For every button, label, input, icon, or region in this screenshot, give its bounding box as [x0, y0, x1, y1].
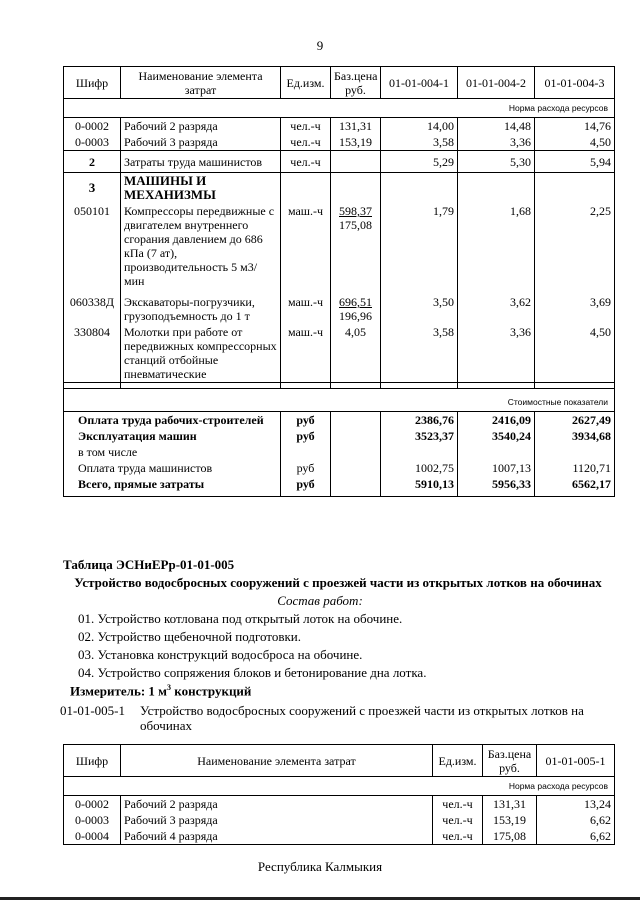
- cost-name: Всего, прямые затраты: [64, 476, 281, 496]
- row-code: 0-0002: [64, 118, 121, 135]
- work-item: 03. Установка конструкций водосброса на обочине.: [78, 647, 363, 662]
- header-code: Шифр: [64, 745, 121, 777]
- row-unit: маш.-ч: [281, 324, 331, 383]
- row-name: Молотки при работе от передвижных компрессорных станций отбойные пневматические: [121, 324, 281, 383]
- row-value-1: 3,50: [381, 289, 458, 324]
- cost-label-row: [64, 389, 615, 412]
- row-unit: чел.-ч: [433, 796, 483, 813]
- row-unit: чел.-ч: [433, 812, 483, 828]
- table-row: [64, 796, 615, 813]
- norm-label: Норма расхода ресурсов: [64, 99, 615, 118]
- cost-name: Оплата труда машинистов: [64, 460, 281, 476]
- row-price: 175,08: [483, 828, 537, 845]
- cost-unit: руб: [281, 460, 331, 476]
- machine-price-2: 196,96: [339, 309, 372, 323]
- row-price: 4,05: [331, 324, 381, 383]
- footer-region: Республика Калмыкия: [257, 859, 383, 874]
- row-value-1: 6,62: [537, 812, 615, 828]
- cost-value-2: 1007,13: [458, 460, 535, 476]
- page-number: 9: [316, 38, 324, 53]
- row-unit: маш.-ч: [281, 289, 331, 324]
- table-subtitle: Устройство водосбросных сооружений с проезжей части из открытых лотков на обочинах: [74, 575, 602, 590]
- row-value-2: 3,36: [458, 324, 535, 383]
- row-unit: чел.-ч: [281, 134, 331, 151]
- cost-value-1: 2386,76: [381, 412, 458, 429]
- row-value-2: 3,36: [458, 134, 535, 151]
- norm-row: [64, 777, 615, 796]
- cost-value-3: 2627,49: [535, 412, 615, 429]
- row-code: 0-0003: [64, 134, 121, 151]
- cost-value-1: 5910,13: [381, 476, 458, 496]
- cost-value-1: [381, 444, 458, 460]
- row-value-1: 5,29: [381, 151, 458, 173]
- row-code: 050101: [64, 203, 121, 289]
- row-name: Рабочий 4 разряда: [121, 828, 433, 845]
- header-price: Баз.цена руб.: [483, 745, 537, 777]
- header-name: Наименование элемента затрат: [121, 67, 281, 99]
- table-row: [64, 289, 615, 324]
- row-price: [331, 289, 381, 324]
- section-row: [64, 173, 615, 204]
- table-row: [64, 812, 615, 828]
- table-row: [64, 203, 615, 289]
- cost-name: в том числе: [64, 444, 281, 460]
- table-row: [64, 828, 615, 845]
- row-price: 153,19: [331, 134, 381, 151]
- row-price: 131,31: [483, 796, 537, 813]
- cost-value-2: [458, 444, 535, 460]
- cost-value-2: 2416,09: [458, 412, 535, 429]
- row-name: [121, 203, 281, 289]
- row-value-2: 1,68: [458, 203, 535, 289]
- row-code: 330804: [64, 324, 121, 383]
- work-item: 02. Устройство щебеночной подготовки.: [78, 629, 301, 644]
- measure-suffix: конструкций: [171, 683, 252, 699]
- cost-unit: руб: [281, 412, 331, 429]
- row-name: Рабочий 3 разряда: [121, 812, 433, 828]
- cost-value-3: 3934,68: [535, 428, 615, 444]
- row-price: 131,31: [331, 118, 381, 135]
- resource-table-2: [63, 744, 615, 845]
- cost-name: Оплата труда рабочих-строителей: [64, 412, 281, 429]
- cost-unit: руб: [281, 428, 331, 444]
- row-value-3: 4,50: [535, 134, 615, 151]
- resource-table-1: [63, 66, 615, 497]
- cost-row: [64, 428, 615, 444]
- measure-unit: [70, 683, 251, 699]
- cost-value-1: 1002,75: [381, 460, 458, 476]
- row-price: [331, 151, 381, 173]
- table-row: [64, 324, 615, 383]
- row-price: [331, 203, 381, 289]
- row-value-1: 13,24: [537, 796, 615, 813]
- measure-prefix: Измеритель: 1 м: [70, 683, 168, 699]
- row-code: 0-0002: [64, 796, 121, 813]
- machine-price: 696,51: [339, 295, 372, 309]
- cost-value-3: 1120,71: [535, 460, 615, 476]
- work-item: 01. Устройство котлована под открытый лоток на обочине.: [78, 611, 403, 626]
- table-row: [64, 118, 615, 135]
- cost-value-3: 6562,17: [535, 476, 615, 496]
- section-code: 3: [64, 173, 121, 204]
- row-name: Затраты труда машинистов: [121, 151, 281, 173]
- cost-unit: [281, 444, 331, 460]
- row-value-1: 1,79: [381, 203, 458, 289]
- cost-value-2: 5956,33: [458, 476, 535, 496]
- row-value-1: 14,00: [381, 118, 458, 135]
- row-unit: чел.-ч: [281, 151, 331, 173]
- row-value-3: 2,25: [535, 203, 615, 289]
- header-code: Шифр: [64, 67, 121, 99]
- norm-row: [64, 99, 615, 118]
- row-name: Рабочий 2 разряда: [121, 796, 433, 813]
- table-row: [64, 151, 615, 173]
- row-name: Рабочий 2 разряда: [121, 118, 281, 135]
- machine-name: Компрессоры передвижные с двигателем внутреннего сгорания давлением до 686 кПа (7 ат), производительность 5 м3/мин: [124, 204, 275, 288]
- row-code: 2: [64, 151, 121, 173]
- row-value-3: 5,94: [535, 151, 615, 173]
- header-col3: 01-01-004-3: [535, 67, 615, 99]
- table-title: Таблица ЭСНиЕРр-01-01-005: [63, 557, 235, 572]
- row-value-3: 4,50: [535, 324, 615, 383]
- cost-row: [64, 412, 615, 429]
- row-unit: маш.-ч: [281, 203, 331, 289]
- norm-label: Норма расхода ресурсов: [64, 777, 615, 796]
- machine-price: 598,37: [339, 204, 372, 218]
- row-code: 060338Д: [64, 289, 121, 324]
- row-price: 153,19: [483, 812, 537, 828]
- norm-code-desc-line1: Устройство водосбросных сооружений с проезжей части из открытых лотков на: [140, 703, 584, 718]
- cost-unit: руб: [281, 476, 331, 496]
- norm-code-desc-line2: обочинах: [140, 718, 192, 733]
- row-value-2: 14,48: [458, 118, 535, 135]
- cost-value-2: 3540,24: [458, 428, 535, 444]
- header-col1: 01-01-004-1: [381, 67, 458, 99]
- cost-name: Эксплуатация машин: [64, 428, 281, 444]
- work-item: 04. Устройство сопряжения блоков и бетонирование дна лотка.: [78, 665, 427, 680]
- row-value-2: 3,62: [458, 289, 535, 324]
- machine-price-2: 175,08: [339, 218, 372, 232]
- cost-row: [64, 476, 615, 496]
- works-title: Состав работ:: [277, 593, 363, 608]
- row-unit: чел.-ч: [281, 118, 331, 135]
- cost-value-1: 3523,37: [381, 428, 458, 444]
- cost-value-3: [535, 444, 615, 460]
- row-value-1: 6,62: [537, 828, 615, 845]
- row-code: 0-0004: [64, 828, 121, 845]
- table-header-row: [64, 67, 615, 99]
- header-col1: 01-01-005-1: [537, 745, 615, 777]
- table-header-row: [64, 745, 615, 777]
- section-name: МАШИНЫ И МЕХАНИЗМЫ: [121, 173, 281, 204]
- row-value-3: 14,76: [535, 118, 615, 135]
- row-name: Рабочий 3 разряда: [121, 134, 281, 151]
- header-col2: 01-01-004-2: [458, 67, 535, 99]
- cost-row: [64, 444, 615, 460]
- row-name: Экскаваторы-погрузчики, грузоподъемность до 1 т: [121, 289, 281, 324]
- measure-sup: 3: [167, 683, 172, 692]
- table-row: [64, 134, 615, 151]
- row-value-2: 5,30: [458, 151, 535, 173]
- row-unit: чел.-ч: [433, 828, 483, 845]
- header-unit: Ед.изм.: [433, 745, 483, 777]
- row-code: 0-0003: [64, 812, 121, 828]
- cost-row: [64, 460, 615, 476]
- header-price: Баз.цена руб.: [331, 67, 381, 99]
- norm-code: 01-01-005-1: [60, 703, 125, 718]
- row-value-1: 3,58: [381, 324, 458, 383]
- scan-edge: [0, 897, 640, 900]
- header-name: Наименование элемента затрат: [121, 745, 433, 777]
- cost-label: Стоимостные показатели: [64, 389, 615, 412]
- row-value-1: 3,58: [381, 134, 458, 151]
- row-value-3: 3,69: [535, 289, 615, 324]
- header-unit: Ед.изм.: [281, 67, 331, 99]
